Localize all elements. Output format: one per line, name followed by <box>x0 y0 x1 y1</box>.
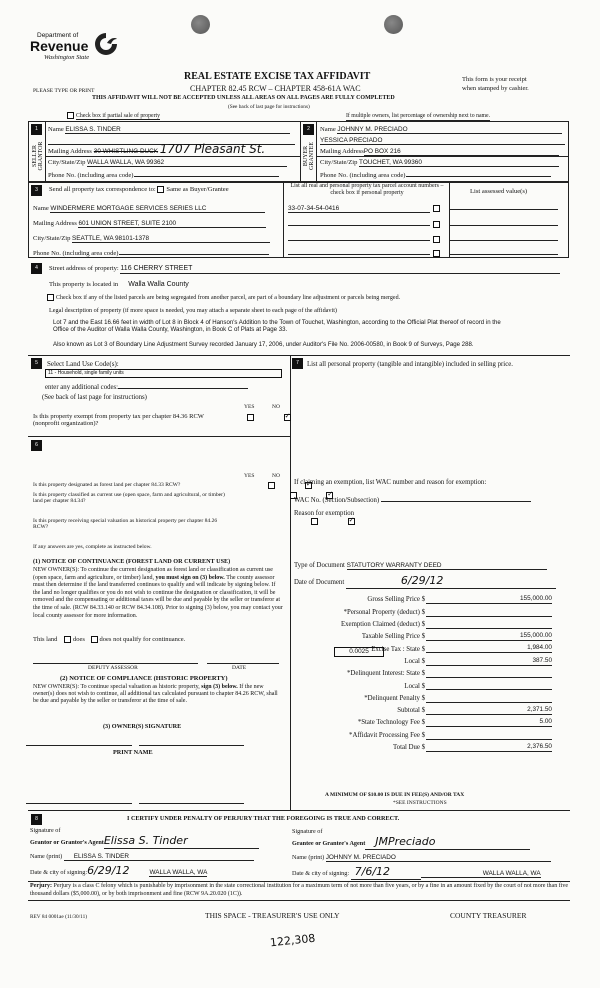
fee-row <box>300 617 565 629</box>
fee-label: Excise Tax : State $ <box>371 645 425 653</box>
fee-row <box>300 703 565 715</box>
exempt-no-checkbox[interactable] <box>284 414 291 421</box>
fee-label: Exemption Claimed (deduct) $ <box>341 621 425 629</box>
parcel-row <box>288 234 558 244</box>
historic-no-checkbox[interactable] <box>348 518 355 525</box>
forest-yes-checkbox[interactable] <box>268 482 275 489</box>
parcel-row: 33-07-34-54-0416 <box>288 204 558 213</box>
fee-label: *Personal Property (deduct) $ <box>343 608 425 616</box>
fee-label: *State Technology Fee $ <box>357 719 425 727</box>
does-qualify-checkbox[interactable] <box>64 636 71 643</box>
punch-hole <box>191 15 210 34</box>
partial-sale-checkbox[interactable]: Check box if partial sale of property <box>67 112 160 119</box>
fee-label: *Affidavit Processing Fee $ <box>349 731 425 739</box>
fee-row <box>300 715 565 727</box>
property-street: 116 CHERRY STREET <box>120 265 560 274</box>
fee-row <box>300 678 565 690</box>
fee-label: Local $ <box>404 657 425 665</box>
fee-label: Total Due $ <box>393 744 425 752</box>
fee-value: 2,371.50 <box>426 706 552 715</box>
land-use-code-select[interactable]: 11 - Household, single family units <box>45 369 282 378</box>
exempt-yes-checkbox[interactable] <box>247 414 254 421</box>
segregated-checkbox[interactable] <box>47 294 54 301</box>
fee-label: *Delinquent Penalty $ <box>364 694 425 702</box>
fee-row <box>300 727 565 739</box>
local-rate-field: 0.0025 <box>334 647 384 657</box>
fee-value <box>426 694 552 703</box>
grantor-signature: Elissa S. Tinder <box>104 835 259 849</box>
logo-swirl-icon <box>92 30 120 58</box>
handwritten-number: 122,308 <box>269 931 316 950</box>
fee-label: *Delinquent Interest: State $ <box>347 670 425 678</box>
fee-label: Subtotal $ <box>397 707 425 715</box>
personal-property-checkbox[interactable] <box>433 236 440 243</box>
fee-value: 387.50 <box>426 657 552 666</box>
fee-row <box>300 629 565 641</box>
personal-property-checkbox[interactable] <box>433 205 440 212</box>
fee-label: Taxable Selling Price $ <box>361 633 425 641</box>
seller-mailing-handwritten: 1707 Pleasant St. <box>159 142 266 156</box>
parcel-row <box>288 248 558 258</box>
legal-description: Lot 7 and the East 16.66 feet in width of Lot 8 in Block 4 of Hanson's Addition to the Town of Touchet, Washington, according to the Official Plat thereof of record in the Office of the Auditor of Walla Walla County, Washington, in Book C of Plats at Page 33. <box>53 319 501 333</box>
fee-value <box>426 731 552 740</box>
does-not-qualify-checkbox[interactable] <box>91 636 98 643</box>
checkbox[interactable] <box>67 112 74 119</box>
fee-value <box>426 681 552 690</box>
fee-row <box>300 666 565 678</box>
seller-name: ELISSA S. TINDER <box>65 126 290 134</box>
fee-value <box>426 669 552 678</box>
form-title: REAL ESTATE EXCISE TAX AFFIDAVIT <box>184 71 371 82</box>
fee-value: 155,000.00 <box>426 632 552 641</box>
fee-value <box>426 608 552 617</box>
fee-row <box>300 690 565 702</box>
fee-row <box>300 604 565 616</box>
fee-value: 155,000.00 <box>426 595 552 604</box>
historic-yes-checkbox[interactable] <box>311 518 318 525</box>
fee-value: 5.00 <box>426 718 552 727</box>
same-as-buyer-checkbox[interactable] <box>157 186 164 193</box>
fee-value: 1,984.00 <box>426 644 552 653</box>
grantee-signature: JMPreciado <box>365 836 530 850</box>
personal-property-checkbox[interactable] <box>433 221 440 228</box>
fee-table <box>300 592 565 752</box>
personal-property-checkbox[interactable] <box>433 250 440 257</box>
fee-row <box>300 592 565 604</box>
parcel-row <box>288 219 558 229</box>
fee-row <box>300 740 565 752</box>
buyer-name: JOHNNY M. PRECIADO <box>337 126 562 134</box>
fee-label: Local $ <box>404 682 425 690</box>
fee-value <box>426 620 552 629</box>
fee-label: Gross Selling Price $ <box>367 596 425 604</box>
fee-value: 2,376.50 <box>426 743 552 752</box>
punch-hole <box>384 15 403 34</box>
